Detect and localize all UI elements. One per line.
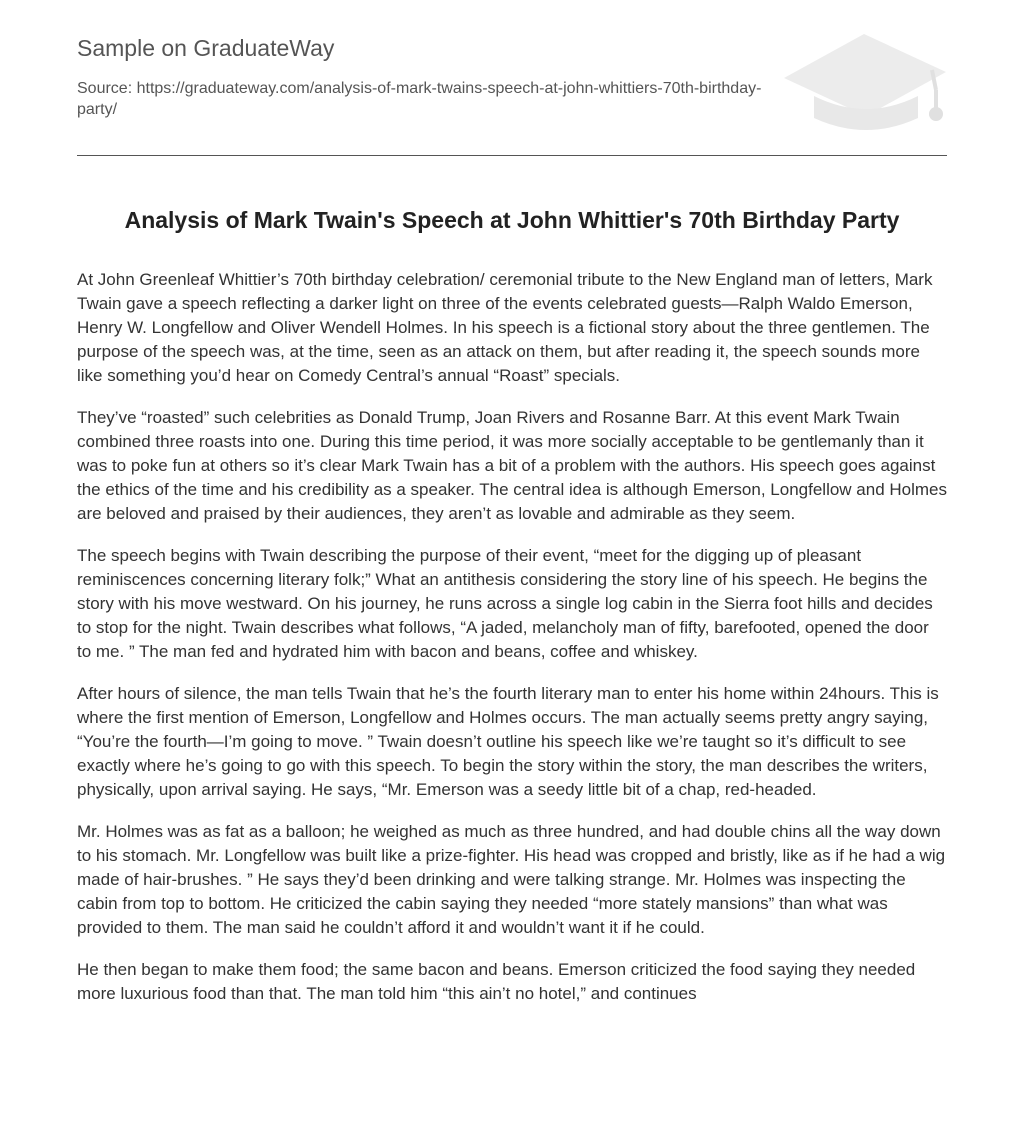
- paragraph: The speech begins with Twain describing the purpose of their event, “meet for the digging up of pleasant reminiscences concerning literary folk;” What an antithesis considering the story line of his speech. He begins the story with his move westward. On his journey, he runs across a single log cabin in the Sierra foot hills and decides to stop for the night. Twain describes what follows, “A jaded, melancholy man of fifty, barefooted, opened the door to me. ” The man fed and hydrated him with bacon and beans, coffee and whiskey.: [77, 546, 933, 661]
- source-line: [77, 78, 767, 120]
- document-title: Analysis of Mark Twain's Speech at John Whittier's 70th Birthday Party: [124, 207, 900, 233]
- site-name: Sample on GraduateWay: [77, 35, 335, 61]
- header-divider: [77, 155, 947, 156]
- page-header: [77, 0, 947, 156]
- paragraph: He then began to make them food; the same bacon and beans. Emerson criticized the food saying they needed more luxurious food than that. The man told him “this ain’t no hotel,” and continues: [77, 960, 916, 1003]
- graduation-cap-icon: [780, 30, 950, 134]
- paragraph: At John Greenleaf Whittier’s 70th birthday celebration/ ceremonial tribute to the New England man of letters, Mark Twain gave a speech reflecting a darker light on three of the events celebrated guests—Ralph Waldo Emerson, Henry W. Longfellow and Oliver Wendell Holmes. In his speech is a fictional story about the three gentlemen. The purpose of the speech was, at the time, seen as an attack on them, but after reading it, the speech sounds more like something you’d hear on Comedy Central’s annual “Roast” specials.: [77, 270, 933, 385]
- source-link[interactable]: https://graduateway.com/analysis-of-mark-twains-speech-at-john-whittiers-70th-birthday-party/: [77, 80, 762, 118]
- paragraph: They’ve “roasted” such celebrities as Donald Trump, Joan Rivers and Rosanne Barr. At this event Mark Twain combined three roasts into one. During this time period, it was more socially acceptable to be gentlemanly than it was to poke fun at others so it’s clear Mark Twain has a bit of a problem with the authors. His speech goes against the ethics of the time and his credibility as a speaker. The central idea is although Emerson, Longfellow and Holmes are beloved and praised by their audiences, they aren’t as lovable and admirable as they seem.: [77, 408, 948, 523]
- source-label: Source:: [77, 80, 137, 97]
- paragraph: Mr. Holmes was as fat as a balloon; he weighed as much as three hundred, and had double chins all the way down to his stomach. Mr. Longfellow was built like a prize-fighter. His head was cropped and bristly, like as if he had a wig made of hair-brushes. ” He says they’d been drinking and were talking strange. Mr. Holmes was inspecting the cabin from top to bottom. He criticized the cabin saying they needed “more stately mansions” than what was provided to them. The man said he couldn’t afford it and wouldn’t want it if he could.: [77, 822, 946, 937]
- paragraph: After hours of silence, the man tells Twain that he’s the fourth literary man to enter his home within 24hours. This is where the first mention of Emerson, Longfellow and Holmes occurs. The man actually seems pretty angry saying, “You’re the fourth—I’m going to move. ” Twain doesn’t outline his speech like we’re taught so it’s difficult to see exactly where he’s going to go with this speech. To begin the story within the story, the man describes the writers, physically, upon arrival saying. He says, “Mr. Emerson was a seedy little bit of a chap, red-headed.: [77, 684, 939, 799]
- document-body: [77, 268, 947, 1024]
- document-page: [77, 0, 948, 1003]
